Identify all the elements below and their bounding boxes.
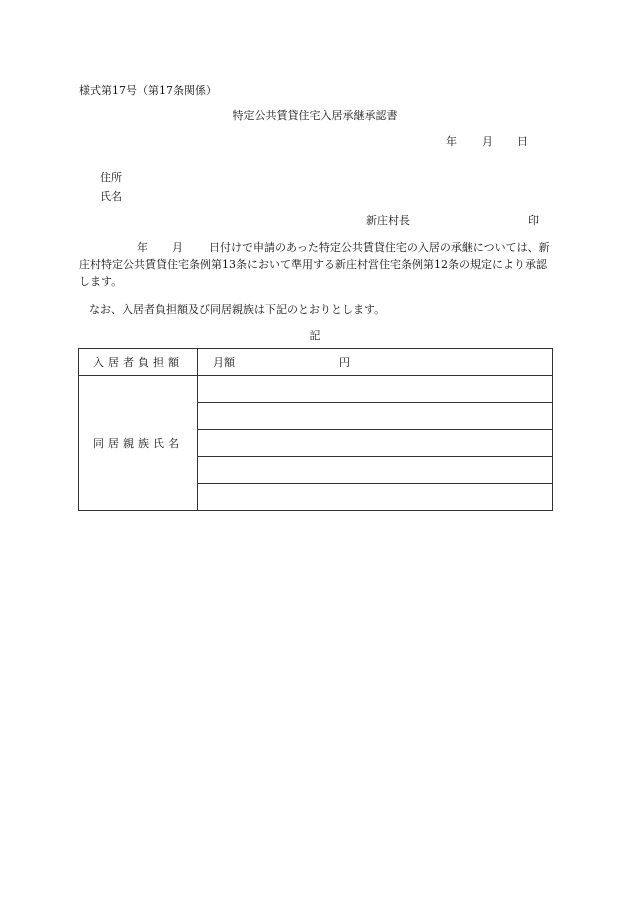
details-table [78, 348, 553, 511]
name-label: 氏名 [100, 190, 122, 203]
approval-paragraph [79, 239, 553, 290]
monthly-label: 月額 [213, 356, 235, 369]
note-paragraph: なお、入居者負担額及び同居親族は下記のとおりとします。 [89, 303, 386, 316]
family-name-cell [198, 376, 553, 403]
family-label: 同居親族氏名 [79, 376, 198, 511]
ki-heading: 記 [309, 329, 321, 342]
date-day-label: 日 [517, 135, 528, 148]
burden-label: 入居者負担額 [79, 349, 198, 376]
form-number: 様式第17号（第17条関係） [79, 84, 217, 97]
seal-mark: 印 [528, 214, 539, 227]
family-name-cell [198, 403, 553, 430]
family-name-cell [198, 430, 553, 457]
burden-row [79, 349, 553, 376]
issuer-title: 新庄村長 [366, 214, 410, 227]
family-row [79, 376, 553, 403]
document-title: 特定公共賃貸住宅入居承継承認書 [232, 109, 398, 122]
para-month: 月 [172, 241, 183, 254]
family-name-cell [198, 484, 553, 511]
burden-value-cell [198, 349, 553, 376]
para-year: 年 [137, 241, 148, 254]
yen-label: 円 [339, 356, 350, 369]
family-name-cell [198, 457, 553, 484]
address-label: 住所 [100, 171, 122, 184]
date-year-label: 年 [446, 135, 457, 148]
para-text: 日付けで申請のあった特定公共賃貸住宅の入居の承継については、新庄村特定公共賃貸住宅条例第13条において準用する新庄村営住宅条例第12条の規定により承認します。 [79, 241, 550, 288]
date-month-label: 月 [482, 135, 493, 148]
